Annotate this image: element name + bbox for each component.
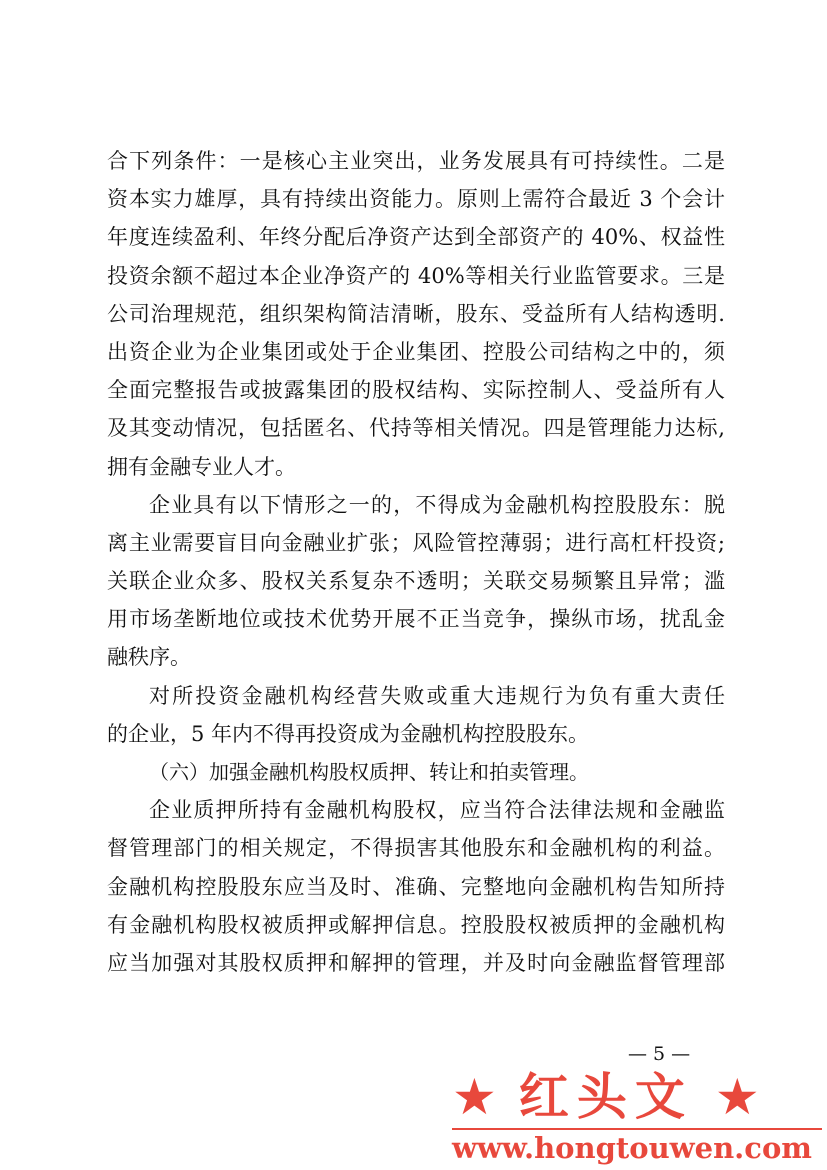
star-icon: ★ [452, 1068, 497, 1126]
watermark-title: 红头文 [518, 1067, 693, 1126]
text-line: 对所投资金融机构经营失败或重大违规行为负有重大责任 [149, 683, 725, 708]
watermark-logo [440, 1066, 820, 1166]
text-line: 金融机构控股股东应当及时、准确、完整地向金融机构告知所持 [107, 874, 725, 899]
page-number: — 5 — [628, 1043, 691, 1065]
text-line: 及其变动情况，包括匿名、代持等相关情况。四是管理能力达标, [107, 416, 725, 441]
text-line: 投资余额不超过本企业净资产的 40%等相关行业监管要求。三是 [107, 263, 725, 288]
watermark-url: www.hongtouwen.com [452, 1128, 822, 1166]
text-line: 有金融机构股权被质押或解押信息。控股股权被质押的金融机构 [107, 912, 725, 937]
text-line: 应当加强对其股权质押和解押的管理，并及时向金融监督管理部 [107, 950, 725, 975]
text-line: 企业质押所持有金融机构股权，应当符合法律法规和金融监 [149, 798, 725, 823]
text-line: 督管理部门的相关规定，不得损害其他股东和金融机构的利益。 [107, 836, 725, 861]
section-heading: （六）加强金融机构股权质押、转让和拍卖管理。 [149, 760, 589, 784]
text-line: 离主业需要盲目向金融业扩张；风险管控薄弱；进行高杠杆投资; [107, 530, 725, 555]
text-line: 关联企业众多、股权关系复杂不透明；关联交易频繁且异常；滥 [107, 569, 725, 594]
text-line: 的企业，5 年内不得再投资成为金融机构控股股东。 [107, 721, 590, 746]
text-line: 资本实力雄厚，具有持续出资能力。原则上需符合最近 3 个会计 [107, 187, 725, 212]
text-line: 拥有金融专业人才。 [107, 454, 296, 479]
text-line: 公司治理规范，组织架构简洁清晰，股东、受益所有人结构透明. [107, 301, 725, 326]
text-line: 企业具有以下情形之一的，不得成为金融机构控股股东：脱 [149, 492, 725, 517]
text-line: 用市场垄断地位或技术优势开展不正当竞争，操纵市场，扰乱金 [107, 607, 725, 632]
star-icon: ★ [714, 1068, 760, 1126]
text-line: 合下列条件：一是核心主业突出，业务发展具有可持续性。二是 [107, 149, 725, 173]
text-line: 融秩序。 [107, 645, 191, 670]
text-line: 全面完整报告或披露集团的股权结构、实际控制人、受益所有人 [107, 378, 725, 403]
text-line: 年度连续盈利、年终分配后净资产达到全部资产的 40%、权益性 [107, 225, 725, 250]
text-line: 出资企业为企业集团或处于企业集团、控股公司结构之中的，须 [107, 339, 725, 364]
document-body [107, 142, 725, 982]
watermark-title-row [452, 1066, 820, 1128]
